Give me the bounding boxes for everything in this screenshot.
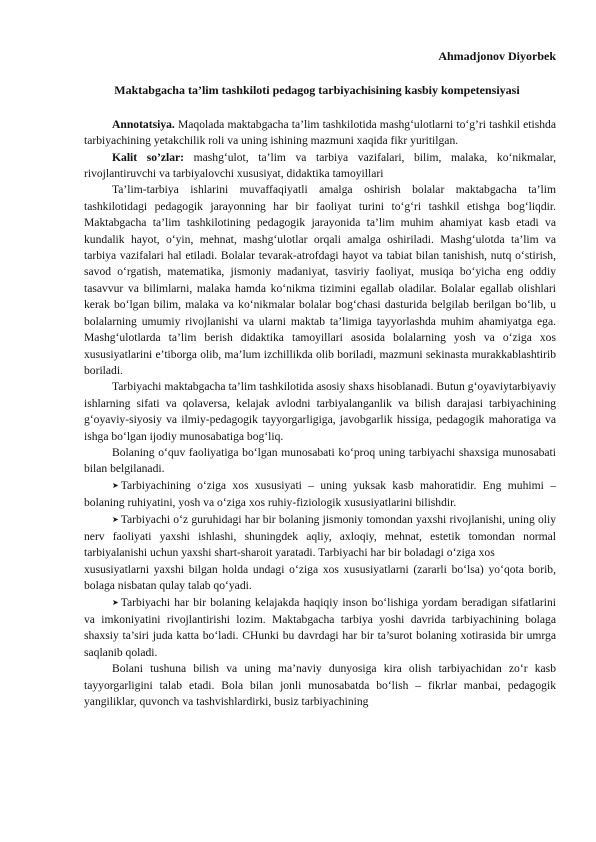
- bullet-text: Tarbiyachi har bir bolaning kelajakda haqiqiy inson bo‘lishiga yordam beradigan sifatlarini va imkoniyatini rivojlantirishi lozim. Maktabgacha tarbiya yoshi davrida tarbiyachining bolaga shaxsiy ta’siri juda katta bo‘ladi. CHunki bu davrdagi har bir ta’surot bolaning xotirasida bir umrga saqlanib qoladi.: [84, 595, 556, 659]
- body-paragraph: Bolani tushuna bilish va uning ma’naviy dunyosiga kira olish tarbiyachidan zo‘r kasb tayyorgarligini talab etadi. Bola bilan jonli munosabatda bo‘lish – fikrlar manbai, pedagogik yangiliklar, quvonch va tashvishlardirki, busiz tarbiyachining: [84, 662, 556, 709]
- keywords-paragraph: [84, 150, 556, 183]
- abstract-text: Maqolada maktabgacha ta’lim tashkilotida mashg‘ulotlarni to‘g’ri tashkil etishda tarbiyachining yetakchilik roli va uning ishining mazmuni xaqida fikr yuritilgan.: [84, 117, 556, 148]
- arrow-bullet-icon: ➤: [112, 514, 119, 524]
- bullet-paragraph: [84, 512, 556, 562]
- body-paragraph: Bolaning o‘quv faoliyatiga bo‘lgan munosabati ko‘proq uning tarbiyachi shaxsiga munosabati bilan belgilanadi.: [84, 445, 556, 476]
- article-page: [84, 48, 556, 710]
- abstract-paragraph: [84, 117, 556, 150]
- keywords-text: mashg‘ulot, ta’lim va tarbiya vazifalari, bilim, malaka, ko‘nikmalar, rivojlantiruvchi va tarbiyalovchi xususiyat, didaktika tamoyillari: [84, 150, 556, 181]
- keywords-label: Kalit so’zlar:: [112, 150, 185, 164]
- abstract-label: Annotatsiya.: [112, 117, 175, 131]
- arrow-bullet-icon: ➤: [112, 597, 119, 607]
- arrow-bullet-icon: ➤: [112, 480, 119, 490]
- bullet-text: Tarbiyachining o‘ziga xos xususiyati – uning yuksak kasb mahoratidir. Eng muhimi – bolaning ruhiyatini, yosh va o‘ziga xos ruhiy-fiziologik xususiyatlarini bilishdir.: [84, 478, 556, 510]
- article-title: Maktabgacha ta’lim tashkiloti pedagog tarbiyachisining kasbiy kompetensiyasi: [114, 83, 520, 98]
- continuation-paragraph: xususiyatlarni yaxshi bilgan holda undagi o‘ziga xos xususiyatlarni (zararli bo‘lsa) yo‘qota borib, bolaga nisbatan qulay talab qo‘yadi.: [84, 562, 556, 593]
- author-name: Ahmadjonov Diyorbek: [438, 49, 556, 63]
- bullet-paragraph: [84, 595, 556, 662]
- body-paragraph: Tarbiyachi maktabgacha ta’lim tashkilotida asosiy shaxs hisoblanadi. Butun g‘oyaviytarbiyaviy ishlarning sifati va qolaversa, kelajak avlodni tarbiyalanganlik va bilish darajasi tarbiyachining g‘oyaviy-siyosiy va ilmiy-pedagogik tayyorgarligiga, javobgarlik hissiga, pedagogik mahoratiga va ishga bo‘lgan ijodiy munosabatiga bog‘liq.: [84, 380, 556, 443]
- bullet-text: Tarbiyachi o‘z guruhidagi har bir bolaning jismoniy tomondan yaxshi rivojlanishi, uning oliy nerv faoliyati yaxshi ishlashi, shuningdek aqliy, axloqiy, mehnat, estetik tomondan normal tarbiyalanishi uchun yaxshi shart-sharoit yaratadi. Tarbiyachi har bir boladagi o‘ziga xos: [84, 512, 556, 560]
- body-paragraph: Ta’lim-tarbiya ishlarini muvaffaqiyatli amalga oshirish bolalar maktabgacha ta’lim tashkilotidagi pedagogik jarayonning har bir faoliyat turini to‘g‘ri tashkil etishga bog‘liqdir. Maktabgacha ta’lim tashkilotining pedagogik jarayonida ta’lim muhim ahamiyat kasb etadi va kundalik hayot, o‘yin, mehnat, mashg‘ulotlar orqali amalga oshiriladi. Mashg‘ulotda ta’lim va tarbiya vazifalari hal etiladi. Bolalar tevarak-atrofdagi hayot va tabiat bilan tanishish, nutq o‘stirish, savod o‘rgatish, matematika, jismoniy madaniyat, tasviriy faoliyat, musiqa bo‘yicha eng oddiy tasavvur va bilimlarni, malaka hamda ko‘nikma tizimini egallab oladilar. Bolalar egallab olishlari kerak bo‘lgan bilim, malaka va ko‘nikmalar bolalar bog‘chasi dasturida belgilab berilgan bo‘lib, u bolalarning umumiy rivojlanishi va ularni maktab ta’limiga tayyorlashda muhim ahamiyatga ega. Mashg‘ulotlarda ta’lim berish didaktika tamoyillari asosida bolalarning yosh va o‘ziga xos xususiyatlarini e’tiborga olib, ma’lum izchillikda olib boriladi, mazmuni sekinasta murakkablashtirib boriladi.: [84, 183, 556, 377]
- bullet-paragraph: [84, 478, 556, 512]
